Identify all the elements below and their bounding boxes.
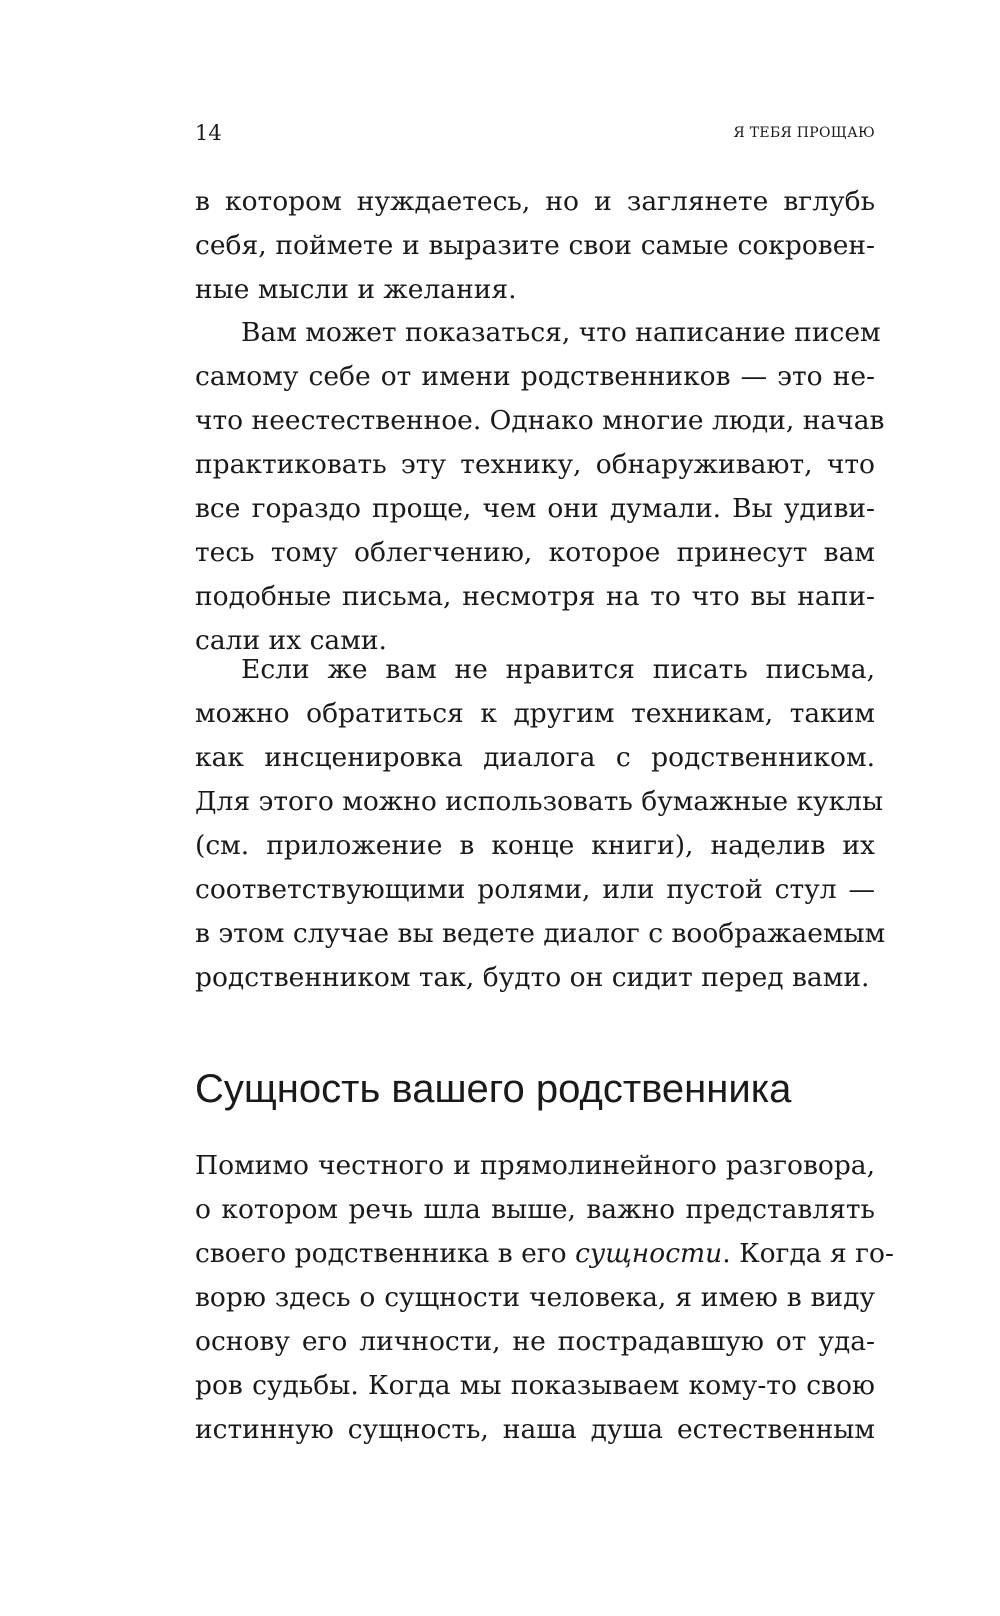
- text-line: как инсценировка диалога с родственником.: [195, 742, 875, 773]
- text-fragment: своего родственника в его: [195, 1238, 576, 1269]
- section-heading: Сущность вашего родственника: [195, 1067, 792, 1111]
- text-line: подобные письма, несмотря на то что вы напи-: [195, 581, 875, 612]
- text-line: практиковать эту технику, обнаруживают, что: [195, 449, 875, 480]
- text-line: Для этого можно использовать бумажные куклы: [195, 786, 884, 817]
- text-line: Помимо честного и прямолинейного разговора,: [195, 1150, 875, 1181]
- text-line: сали их сами.: [195, 625, 387, 656]
- emphasized-word: сущности: [575, 1238, 723, 1269]
- paragraph-techniques: [195, 648, 886, 1000]
- paragraph-continuation: [195, 180, 875, 312]
- paragraph-letters: [195, 311, 885, 663]
- text-line: что неестественное. Однако многие люди, начав: [195, 405, 885, 436]
- text-line: ров судьбы. Когда мы показываем кому-то свою: [195, 1370, 875, 1401]
- text-line: (см. приложение в конце книги), наделив их: [195, 830, 875, 861]
- text-line: себя, поймете и выразите свои самые сокровен-: [195, 230, 875, 261]
- text-line: тесь тому облегчению, которое принесут вам: [195, 537, 875, 568]
- running-head: [195, 118, 875, 148]
- text-line: самому себе от имени родственников — это не-: [195, 361, 875, 392]
- text-line: истинную сущность, наша душа естественным: [195, 1414, 875, 1445]
- text-line: в котором нуждаетесь, но и заглянете вглубь: [195, 186, 875, 217]
- text-line: Вам может показаться, что написание писем: [241, 317, 881, 348]
- text-line: родственником так, будто он сидит перед вами.: [195, 962, 870, 993]
- text-line: соответствующими ролями, или пустой стул —: [195, 874, 875, 905]
- text-line: в этом случае вы ведете диалог с воображаемым: [195, 918, 886, 949]
- text-line: ворю здесь о сущности человека, я имею в виду: [195, 1282, 875, 1313]
- text-line: о котором речь шла выше, важно представлять: [195, 1194, 875, 1225]
- text-line: ные мысли и желания.: [195, 274, 517, 305]
- text-line-with-emphasis: [195, 1232, 894, 1276]
- text-fragment: . Когда я го-: [722, 1238, 894, 1269]
- text-line: все гораздо проще, чем они думали. Вы удиви-: [195, 493, 875, 524]
- page-number: 14: [195, 121, 222, 145]
- text-line: можно обратиться к другим техникам, таким: [195, 698, 875, 729]
- paragraph-essence: [195, 1144, 894, 1452]
- running-book-title: Я ТЕБЯ ПРОЩАЮ: [733, 125, 875, 141]
- text-line: основу его личности, не пострадавшую от уда-: [195, 1326, 875, 1357]
- text-line: Если же вам не нравится писать письма,: [241, 654, 875, 685]
